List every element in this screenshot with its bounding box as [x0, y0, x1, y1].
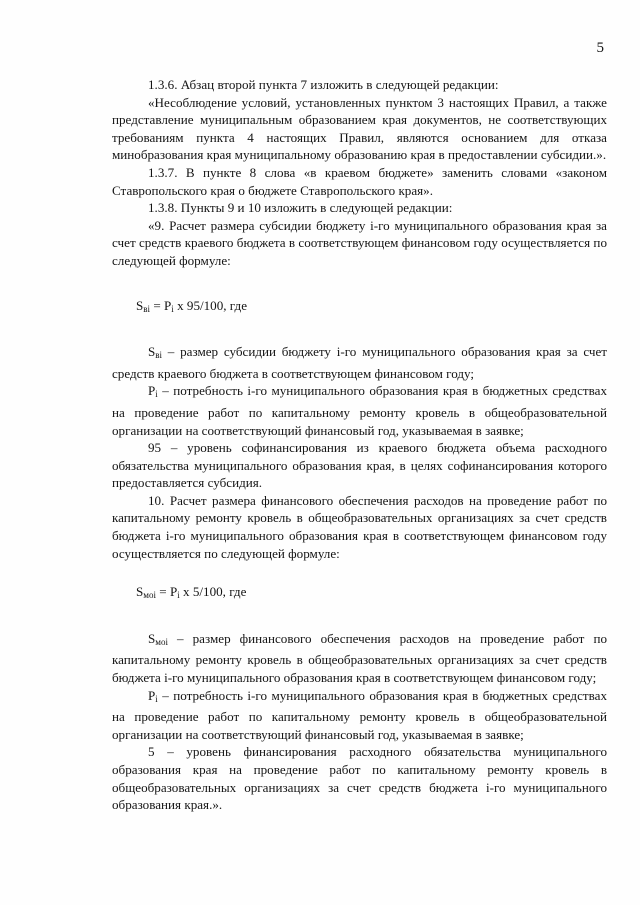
document-body	[112, 76, 607, 814]
definition-cofinancing-level: 95 – уровень софинансирования из краевого бюджета объема расходного обязательства муниципального образования края, в целях софинансирования которого предоставляется субсидия.	[112, 440, 607, 491]
page-number: 5	[596, 40, 604, 56]
formula-tail: x 95/100, где	[173, 297, 248, 313]
definition-symbol: S	[148, 630, 156, 646]
formula-equals: =	[156, 584, 170, 600]
paragraph-9: «9. Расчет размера субсидии бюджету i-го муниципального образования края за счет средств краевого бюджета в соответствующем финансовом году осуществляется по следующей формуле:	[112, 217, 607, 268]
paragraph-10: 10. Расчет размера финансового обеспечения расходов на проведение работ по капитальному ремонту кровель в общеобразовательных организациях за счет средств бюджета i-го муниципального образования края в соответствующем финансовом году осуществляется по следующей формуле:	[112, 492, 607, 561]
formula-subsidy	[112, 297, 607, 319]
formula-subscript: i	[171, 303, 174, 314]
formula-subscript: i	[177, 590, 180, 601]
definition-symbol: S	[148, 344, 156, 360]
spacer	[112, 270, 607, 297]
paragraph-1-3-7: 1.3.7. В пункте 8 слова «в краевом бюджете» заменить словами «законом Ставропольского края о бюджете Ставропольского края».	[112, 164, 607, 198]
definition-subsidy-size	[112, 343, 607, 382]
paragraph-1-3-6-quote: «Несоблюдение условий, установленных пунктом 3 настоящих Правил, а также представление муниципальным образованием края документов, не соответствующих требованиям пункта 4 настоящих Правил, являются основанием для отказа минобразования края муниципальному образованию края в предоставлении субсидии.».	[112, 94, 607, 163]
definition-municipal-financing-size	[112, 630, 607, 687]
definition-symbol: P	[148, 687, 156, 703]
formula-tail: x 5/100, где	[179, 584, 247, 600]
formula-symbol: S	[136, 297, 144, 313]
spacer	[112, 562, 607, 583]
definition-text: – потребность i-го муниципального образования края в бюджетных средствах на проведение работ по капитальному ремонту кровель в общеобразовательной организации на соответствующий финансовый год, указываемая в заявке;	[112, 687, 607, 742]
spacer	[112, 318, 607, 343]
definition-text: – размер субсидии бюджету i-го муниципального образования края за счет средств краевого бюджета в соответствующем финансовом году;	[112, 344, 607, 381]
paragraph-1-3-6-heading: 1.3.6. Абзац второй пункта 7 изложить в следующей редакции:	[148, 77, 499, 92]
formula-symbol: P	[169, 584, 178, 600]
definition-subscript: мoi	[155, 636, 168, 647]
spacer	[112, 605, 607, 630]
formula-subscript: вi	[143, 303, 151, 314]
definition-text: – потребность i-го муниципального образования края в бюджетных средствах на проведение работ по капитальному ремонту кровель в общеобразовательной организации на соответствующий финансовый год, указываемая в заявке;	[112, 383, 607, 438]
definition-subscript: i	[155, 693, 158, 704]
definition-need	[112, 382, 607, 439]
formula-subscript: мoi	[143, 590, 156, 601]
definition-subscript: вi	[155, 350, 163, 361]
formula-municipal-financing	[112, 583, 607, 605]
definition-text: – размер финансового обеспечения расходов на проведение работ по капитальному ремонту кровель в общеобразовательных организациях за счет средств бюджета i-го муниципального образования края в соответствующем финансовом году;	[112, 630, 607, 686]
definition-need-2	[112, 687, 607, 744]
formula-symbol: P	[163, 297, 172, 313]
formula-symbol: S	[136, 584, 144, 600]
formula-equals: =	[150, 297, 164, 313]
definition-symbol: P	[148, 383, 156, 399]
definition-financing-level: 5 – уровень финансирования расходного обязательства муниципального образования края на проведение работ по капитальному ремонту кровель в общеобразовательных организациях за счет средств бюджета i-го муниципального образования края.».	[112, 744, 607, 813]
definition-subscript: i	[155, 389, 158, 400]
paragraph-1-3-8: 1.3.8. Пункты 9 и 10 изложить в следующей редакции:	[148, 200, 453, 216]
